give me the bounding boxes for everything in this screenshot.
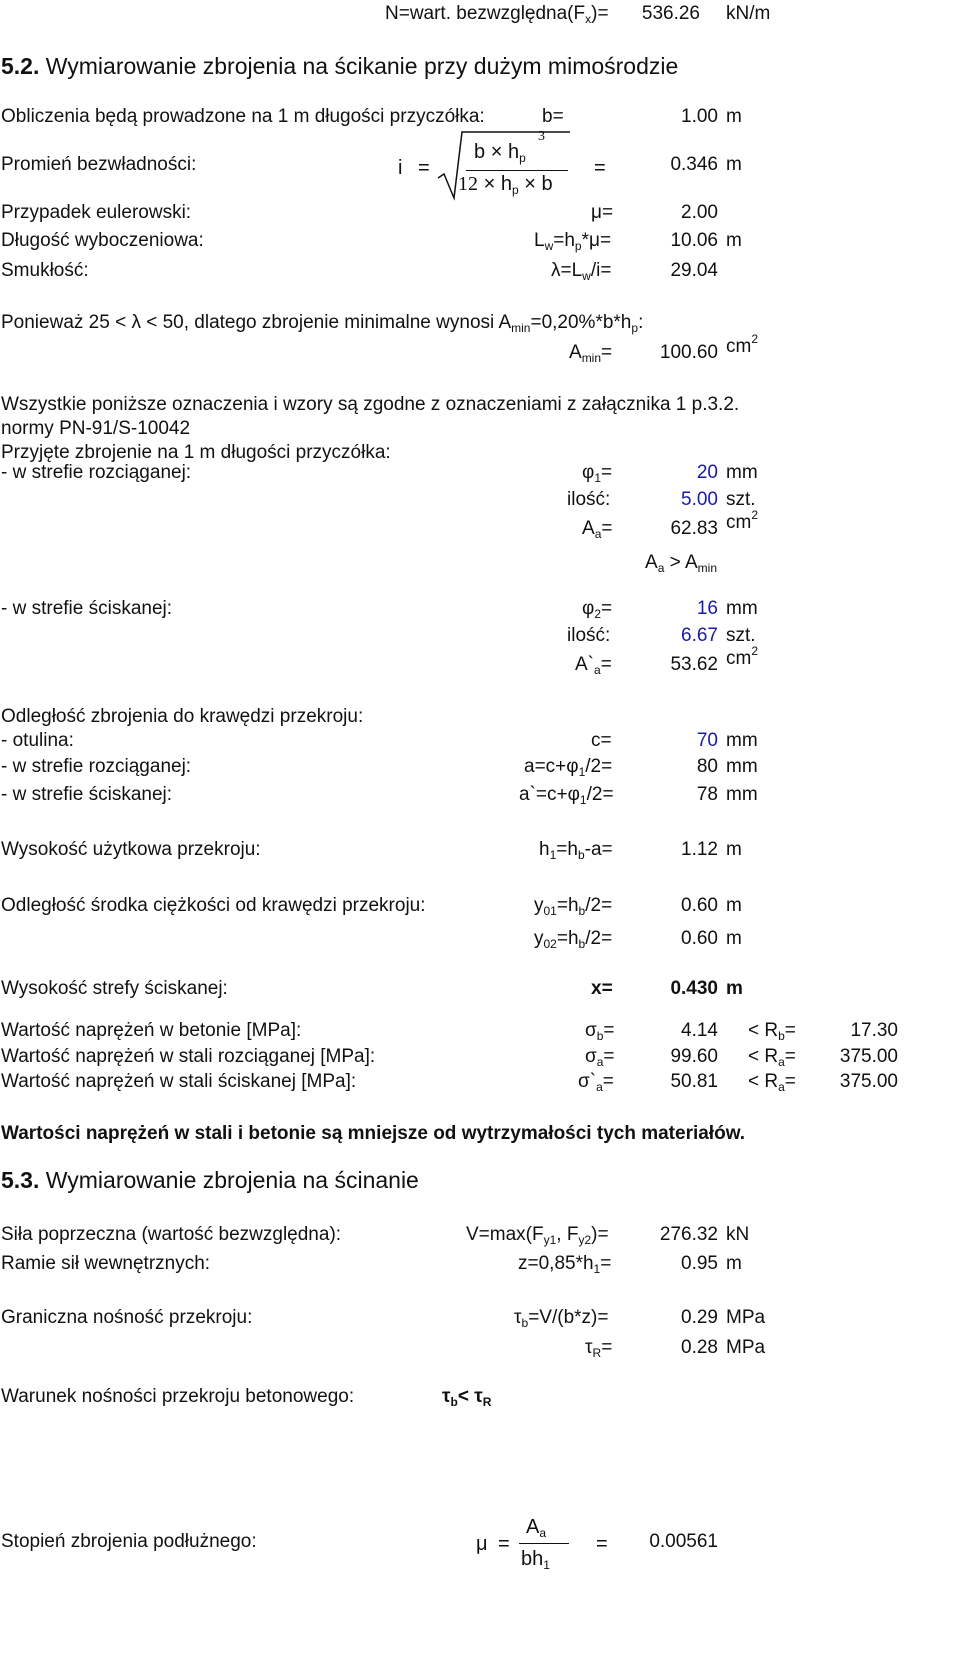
- amin-unit: $cm^2$: [726, 332, 759, 357]
- tau-b-value: 0.29: [681, 1307, 718, 1328]
- compression-area-unit: $cm^2$: [726, 644, 759, 669]
- effective-depth-value: 1.12: [681, 839, 718, 860]
- tension-count-value: 5.00: [681, 489, 718, 510]
- radius-eq2: =: [594, 157, 606, 179]
- euler-symbol: μ=: [591, 202, 614, 223]
- compression-count-unit: szt.: [726, 625, 756, 646]
- cover-value: 70: [696, 730, 718, 751]
- note-line-1: Wszystkie poniższe oznaczenia i wzory są zgodne z oznaczeniami z załącznika 1 p.3.2.: [1, 394, 740, 415]
- tau-b-unit: MPa: [726, 1307, 766, 1328]
- centroid-y01-unit: m: [726, 895, 742, 916]
- compression-zone-label: - w strefie ściskanej:: [1, 598, 173, 619]
- tau-r-value: 0.28: [681, 1337, 718, 1358]
- stress-limit-value: 375.00: [839, 1071, 898, 1092]
- tension-distance-label: - w strefie rozciąganej:: [1, 756, 192, 777]
- cover-label: - otulina:: [1, 730, 74, 751]
- compression-count-value: 6.67: [681, 625, 718, 646]
- radius-fraction-bar: [466, 170, 568, 171]
- stress-conclusion: Wartości naprężeń w stali i betonie są mniejsze od wytrzymałości tych materiałów.: [1, 1123, 746, 1144]
- compression-distance-unit: mm: [726, 784, 758, 805]
- stress-limit-symbol: < $R_a=$: [748, 1046, 796, 1069]
- radius-value: 0.346: [670, 154, 718, 175]
- zone-height-unit: m: [726, 978, 743, 999]
- lever-arm-label: Ramie sił wewnętrznych:: [1, 1253, 211, 1274]
- euler-value: 2.00: [681, 202, 718, 223]
- ratio-value: 0.00561: [649, 1531, 718, 1552]
- effective-depth-unit: m: [726, 839, 742, 860]
- note-line-3: Przyjęte zbrojenie na 1 m długości przyczółka:: [1, 442, 391, 463]
- shear-force-value: 276.32: [659, 1224, 718, 1245]
- euler-label: Przypadek eulerowski:: [1, 202, 192, 223]
- calc-width-value: 1.00: [681, 106, 718, 127]
- ratio-numerator: $A_a$: [526, 1516, 547, 1540]
- compression-phi-symbol: $\varphi_2=$: [582, 598, 613, 621]
- tau-r-symbol: $\tau_R=$: [585, 1337, 613, 1360]
- centroid-y02-symbol: $y_{02}=h_b/2=$: [534, 928, 613, 951]
- slenderness-symbol: $\lambda=L_w/i=$: [551, 260, 612, 283]
- ratio-eq: =: [498, 1533, 510, 1555]
- calc-width-unit: m: [726, 106, 742, 127]
- radius-denominator: $12 \times h_p \times b$: [458, 173, 553, 197]
- buckling-value: 10.06: [670, 230, 718, 251]
- axial-force-value: 536.26: [641, 3, 700, 24]
- stress-label: Wartość naprężeń w stali ściskanej [MPa]:: [1, 1071, 357, 1092]
- axial-force-unit: kN/m: [726, 3, 771, 24]
- stress-limit-value: 17.30: [850, 1020, 898, 1041]
- stress-limit-symbol: < $R_a=$: [748, 1071, 796, 1094]
- shear-force-symbol: $V=\max(F_{y1}$, $F_{y2})=$: [466, 1224, 609, 1247]
- ratio-label: Stopień zbrojenia podłużnego:: [1, 1531, 257, 1552]
- centroid-label: Odległość środka ciężkości od krawędzi przekroju:: [1, 895, 426, 916]
- tension-area-unit: $cm^2$: [726, 508, 759, 533]
- buckling-label: Długość wyboczeniowa:: [1, 230, 204, 251]
- tension-area-value: 62.83: [670, 518, 718, 539]
- compression-distance-label: - w strefie ściskanej:: [1, 784, 173, 805]
- effective-depth-symbol: $h_1=h_b-a=$: [539, 839, 613, 862]
- stress-value: 99.60: [670, 1046, 718, 1067]
- tension-count-label: ilość:: [567, 489, 611, 510]
- axial-force-label: N=wart. $bezwzględna(F_x)=$: [385, 3, 609, 26]
- calc-width-symbol: b=: [542, 106, 564, 127]
- compression-phi-unit: mm: [726, 598, 758, 619]
- section-5-2-heading: 5.2. Wymiarowanie zbrojenia na ścikanie przy dużym mimośrodzie: [1, 53, 679, 79]
- buckling-symbol: $L_w=h_p*\mu=$: [534, 230, 612, 253]
- buckling-unit: m: [726, 230, 742, 251]
- effective-depth-label: Wysokość użytkowa przekroju:: [1, 839, 261, 860]
- capacity-label: Graniczna nośność przekroju:: [1, 1307, 253, 1328]
- tau-b-symbol: $\tau_b=V/(b*z)=$: [514, 1307, 609, 1330]
- distance-heading: Odległość zbrojenia do krawędzi przekroju:: [1, 706, 364, 727]
- radius-unit: m: [726, 154, 742, 175]
- tension-distance-symbol: $a=c+\varphi_1/2=$: [524, 756, 613, 779]
- note-line-2: normy PN-91/S-10042: [1, 418, 191, 439]
- calc-width-label: Obliczenia będą prowadzone na 1 m długości przyczółka:: [1, 106, 485, 127]
- tension-phi-value: 20: [696, 462, 718, 483]
- slenderness-value: 29.04: [670, 260, 718, 281]
- amin-value: 100.60: [659, 342, 718, 363]
- shear-force-label: Siła poprzeczna (wartość bezwzględna):: [1, 1224, 342, 1245]
- compression-area-symbol: $A`_a=$: [575, 654, 612, 677]
- tension-distance-value: 80: [696, 756, 718, 777]
- radius-label: Promień bezwładności:: [1, 154, 197, 175]
- radius-numerator: $b \times h_p$: [474, 141, 526, 165]
- cover-symbol: c=: [591, 730, 612, 751]
- tension-area-symbol: $A_a=$: [582, 518, 613, 541]
- stress-limit-symbol: < $R_b=$: [748, 1020, 796, 1043]
- tension-zone-label: - w strefie rozciąganej:: [1, 462, 192, 483]
- stress-symbol: $\sigma_a=$: [585, 1046, 615, 1069]
- stress-symbol: $\sigma_b=$: [585, 1020, 615, 1043]
- compression-phi-value: 16: [696, 598, 718, 619]
- stress-value: 50.81: [670, 1071, 718, 1092]
- compression-count-label: ilość:: [567, 625, 611, 646]
- ratio-mu: μ: [476, 1533, 488, 1555]
- condition-label: Warunek nośności przekroju betonowego:: [1, 1386, 355, 1407]
- radius-eq: =: [418, 157, 430, 179]
- stress-label: Wartość naprężeń w stali rozciąganej [MPa]:: [1, 1046, 376, 1067]
- compression-distance-value: 78: [696, 784, 718, 805]
- centroid-y02-value: 0.60: [681, 928, 718, 949]
- radius-exponent: 3: [538, 129, 545, 144]
- shear-force-unit: kN: [726, 1224, 750, 1245]
- tension-phi-unit: mm: [726, 462, 758, 483]
- lever-arm-unit: m: [726, 1253, 742, 1274]
- section-5-3-heading: 5.3. Wymiarowanie zbrojenia na ścinanie: [1, 1167, 419, 1193]
- tension-count-unit: szt.: [726, 489, 756, 510]
- centroid-y01-symbol: $y_{01}=h_b/2=$: [534, 895, 613, 918]
- zone-height-label: Wysokość strefy ściskanej:: [1, 978, 228, 999]
- stress-label: Wartość naprężeń w betonie [MPa]:: [1, 1020, 302, 1041]
- compression-area-value: 53.62: [670, 654, 718, 675]
- tension-distance-unit: mm: [726, 756, 758, 777]
- ratio-fraction-bar: [519, 1543, 569, 1544]
- tension-phi-symbol: $\varphi_1=$: [582, 462, 613, 485]
- slenderness-label: Smukłość:: [1, 260, 89, 281]
- condition-formula: $\tau_b< \tau_R$: [442, 1386, 492, 1409]
- radius-symbol: i: [398, 157, 403, 179]
- amin-symbol: $A_{min}=$: [569, 342, 613, 365]
- stress-value: 4.14: [681, 1020, 718, 1041]
- ratio-eq2: =: [596, 1533, 608, 1555]
- zone-height-symbol: x=: [591, 978, 613, 999]
- compression-distance-symbol: $a`=c+\varphi_1/2=$: [519, 784, 614, 807]
- lever-arm-value: 0.95: [681, 1253, 718, 1274]
- centroid-y02-unit: m: [726, 928, 742, 949]
- zone-height-value: 0.430: [670, 978, 718, 999]
- centroid-y01-value: 0.60: [681, 895, 718, 916]
- ratio-denominator: $bh_1$: [521, 1548, 550, 1572]
- tension-area-check: $A_a > A_{min}$: [645, 552, 717, 575]
- lever-arm-symbol: $z=0,85*h_1=$: [518, 1253, 612, 1276]
- stress-symbol: $\sigma`_a=$: [578, 1071, 614, 1094]
- stress-limit-value: 375.00: [839, 1046, 898, 1067]
- tau-r-unit: MPa: [726, 1337, 766, 1358]
- cover-unit: mm: [726, 730, 758, 751]
- minimum-reinforcement-text: Ponieważ 25 < λ < 50, dlatego zbrojenie minimalne wynosi $A_{min}=0,20\%*b*h_p$:: [1, 312, 644, 335]
